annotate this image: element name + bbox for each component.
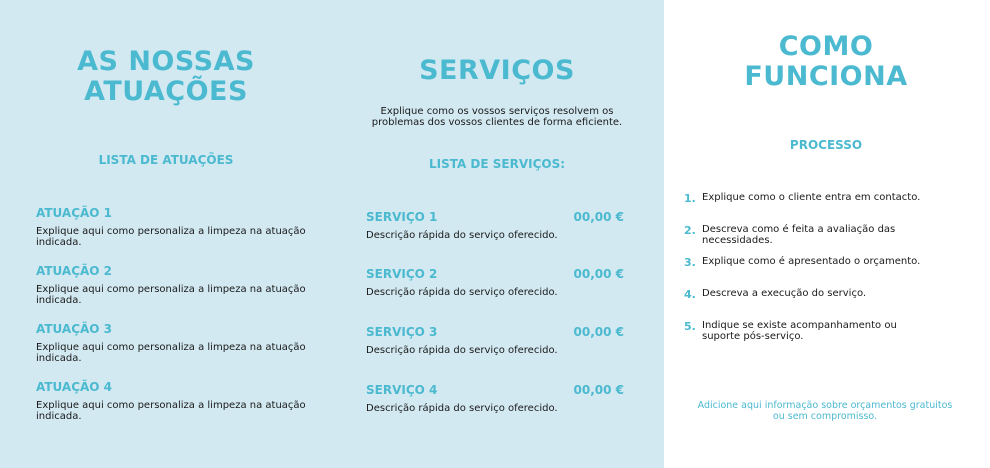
step-text: Explique como o cliente entra em contacto. <box>702 192 921 203</box>
process-step <box>684 192 969 205</box>
service-desc: Descrição rápida do serviço oferecido. <box>366 403 558 414</box>
process-subtitle: PROCESSO <box>789 138 863 152</box>
service-price: 00,00 € <box>573 267 624 281</box>
step-number: 2. <box>684 224 696 237</box>
service-item <box>366 210 624 241</box>
process-step <box>684 256 969 269</box>
process-step <box>684 288 969 301</box>
step-number: 1. <box>684 192 696 205</box>
how-it-works-title-line1: COMO <box>778 31 874 62</box>
services-subtitle: LISTA DE SERVIÇOS: <box>428 157 566 171</box>
actuations-title <box>36 47 296 107</box>
service-item <box>366 383 624 414</box>
actuation-item <box>36 264 306 306</box>
actuation-item <box>36 380 306 422</box>
service-title: SERVIÇO 1 <box>366 210 438 224</box>
step-number: 3. <box>684 256 696 269</box>
actuation-desc: Explique aqui como personaliza a limpeza na atuação indicada. <box>36 226 306 248</box>
service-price: 00,00 € <box>573 383 624 397</box>
service-item <box>366 325 624 356</box>
actuation-desc: Explique aqui como personaliza a limpeza na atuação indicada. <box>36 342 306 364</box>
actuations-title-line1: AS NOSSAS <box>77 46 255 77</box>
actuation-title: ATUAÇÃO 4 <box>36 380 113 394</box>
actuation-item <box>36 206 306 248</box>
actuation-desc: Explique aqui como personaliza a limpeza na atuação indicada. <box>36 284 306 306</box>
actuation-title: ATUAÇÃO 1 <box>36 206 113 220</box>
step-number: 4. <box>684 288 696 301</box>
service-price: 00,00 € <box>573 210 624 224</box>
process-step <box>684 320 959 342</box>
actuation-title: ATUAÇÃO 2 <box>36 264 113 278</box>
actuation-title: ATUAÇÃO 3 <box>36 322 113 336</box>
actuation-item <box>36 322 306 364</box>
how-it-works-title-line2: FUNCIONA <box>744 61 908 92</box>
actuations-title-line2: ATUAÇÕES <box>84 76 248 107</box>
how-it-works-title <box>700 32 952 92</box>
services-intro: Explique como os vossos serviços resolvem os problemas dos vossos clientes de forma eficiente. <box>371 106 623 128</box>
service-desc: Descrição rápida do serviço oferecido. <box>366 230 558 241</box>
service-price: 00,00 € <box>573 325 624 339</box>
service-item <box>366 267 624 298</box>
step-text: Descreva como é feita a avaliação das necessidades. <box>702 224 896 246</box>
process-step <box>684 224 969 246</box>
service-desc: Descrição rápida do serviço oferecido. <box>366 287 558 298</box>
services-title: SERVIÇOS <box>419 55 575 86</box>
service-title: SERVIÇO 4 <box>366 383 438 397</box>
actuations-subtitle: LISTA DE ATUAÇÕES <box>98 153 234 167</box>
budget-note: Adicione aqui informação sobre orçamentos gratuitos ou sem compromisso. <box>697 400 953 422</box>
step-number: 5. <box>684 320 696 333</box>
actuation-desc: Explique aqui como personaliza a limpeza na atuação indicada. <box>36 400 306 422</box>
service-title: SERVIÇO 3 <box>366 325 438 339</box>
step-text: Indique se existe acompanhamento ou suporte pós-serviço. <box>702 320 897 342</box>
step-text: Descreva a execução do serviço. <box>702 288 867 299</box>
service-desc: Descrição rápida do serviço oferecido. <box>366 345 558 356</box>
step-text: Explique como é apresentado o orçamento. <box>702 256 921 267</box>
service-title: SERVIÇO 2 <box>366 267 438 281</box>
